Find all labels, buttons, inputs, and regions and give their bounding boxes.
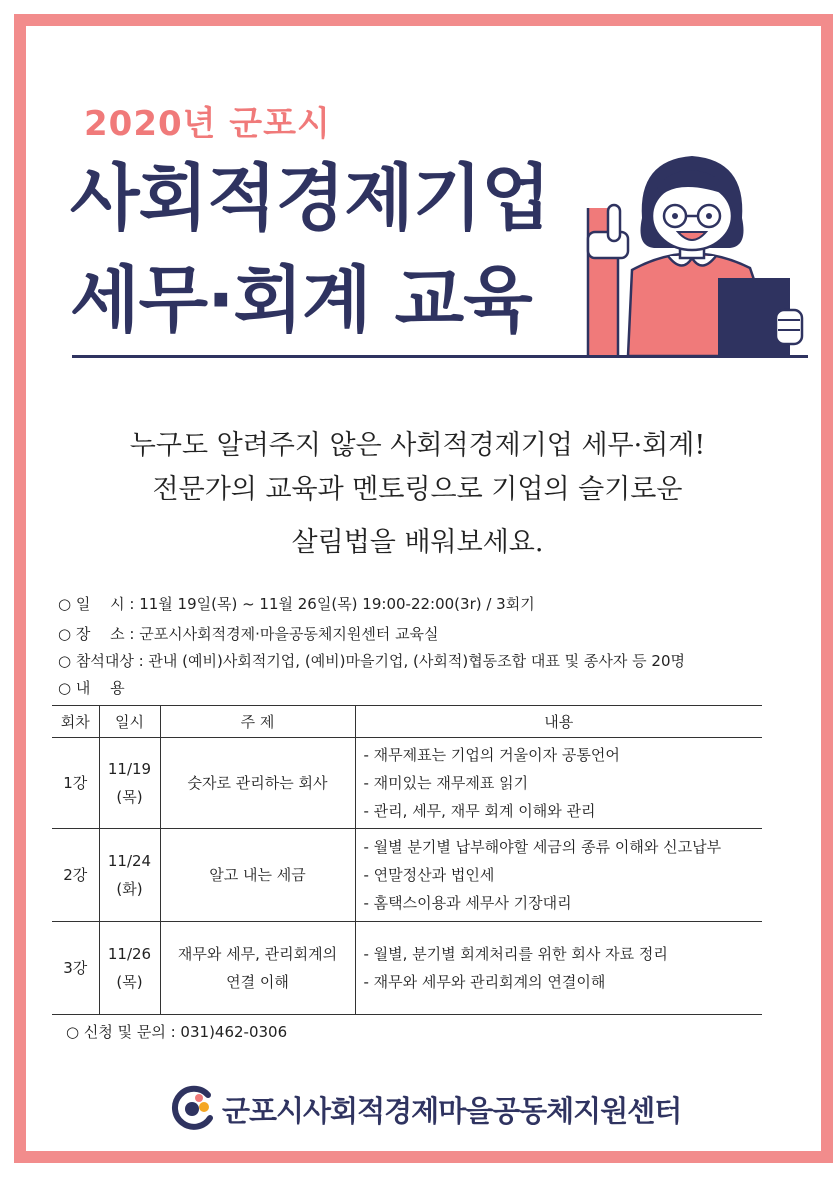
org-logo-icon [170,1085,216,1131]
teacher-illustration-icon [580,150,810,360]
session-cell: 1강 [52,738,99,829]
info-value: : 관내 (예비)사회적기업, (예비)마을기업, (사회적)협동조합 대표 및 종사자 등 20명 [133,652,686,670]
date-cell: 11/19 (목) [99,738,160,829]
poster-title-line2: 세무·회계 교육 [70,258,532,342]
intro-line3: 살림법을 배워보세요. [291,527,544,558]
session-cell: 3강 [52,922,99,1015]
info-content [58,677,125,698]
header-session: 회차 [52,706,99,738]
org-name: 군포시사회적경제마을공동체지원센터 [222,1094,682,1128]
info-label: ○ 일 시 [58,595,125,613]
info-location [58,623,439,644]
content-cell: - 재무제표는 기업의 거울이자 공통언어 - 재미있는 재무제표 읽기 - 관리, 세무, 재무 회계 이해와 관리 [355,738,762,829]
info-schedule [58,593,535,614]
topic-cell: 숫자로 관리하는 회사 [160,738,355,829]
info-label: ○ 장 소 [58,625,125,643]
content-cell: - 월별, 분기별 회계처리를 위한 회사 자료 정리 - 재무와 세무와 관리회계의 연결이해 [355,922,762,1015]
header-content: 내용 [355,706,762,738]
table-row [52,738,762,829]
title-divider [72,355,808,358]
schedule-table [52,705,762,1015]
info-audience [58,650,685,671]
content-cell: - 월별 분기별 납부해야할 세금의 종류 이해와 신고납부 - 연말정산과 법인세 - 홈택스이용과 세무사 기장대리 [355,829,762,922]
table-row [52,922,762,1015]
poster-title-line1: 사회적경제기업 [70,156,550,240]
table-row [52,829,762,922]
year-subtitle: 2020년 군포시 [84,104,331,144]
session-cell: 2강 [52,829,99,922]
info-value: : 군포시사회적경제·마을공동체지원센터 교육실 [124,625,439,643]
contact-info: ○ 신청 및 문의 : 031)462-0306 [66,1023,288,1041]
topic-cell: 알고 내는 세금 [160,829,355,922]
header-topic: 주 제 [160,706,355,738]
footer-logo [170,1085,682,1135]
info-label: ○ 내 용 [58,679,125,697]
info-value: : 11월 19일(목) ~ 11월 26일(목) 19:00-22:00(3r) / 3회기 [124,595,535,613]
table-header-row [52,706,762,738]
intro-line1: 누구도 알려주지 않은 사회적경제기업 세무·회계! [129,430,706,461]
date-cell: 11/24 (화) [99,829,160,922]
intro-line2: 전문가의 교육과 멘토링으로 기업의 슬기로운 [152,474,683,505]
topic-cell: 재무와 세무, 관리회계의 연결 이해 [160,922,355,1015]
header-date: 일시 [99,706,160,738]
date-cell: 11/26 (목) [99,922,160,1015]
info-label: ○ 참석대상 [58,652,134,670]
